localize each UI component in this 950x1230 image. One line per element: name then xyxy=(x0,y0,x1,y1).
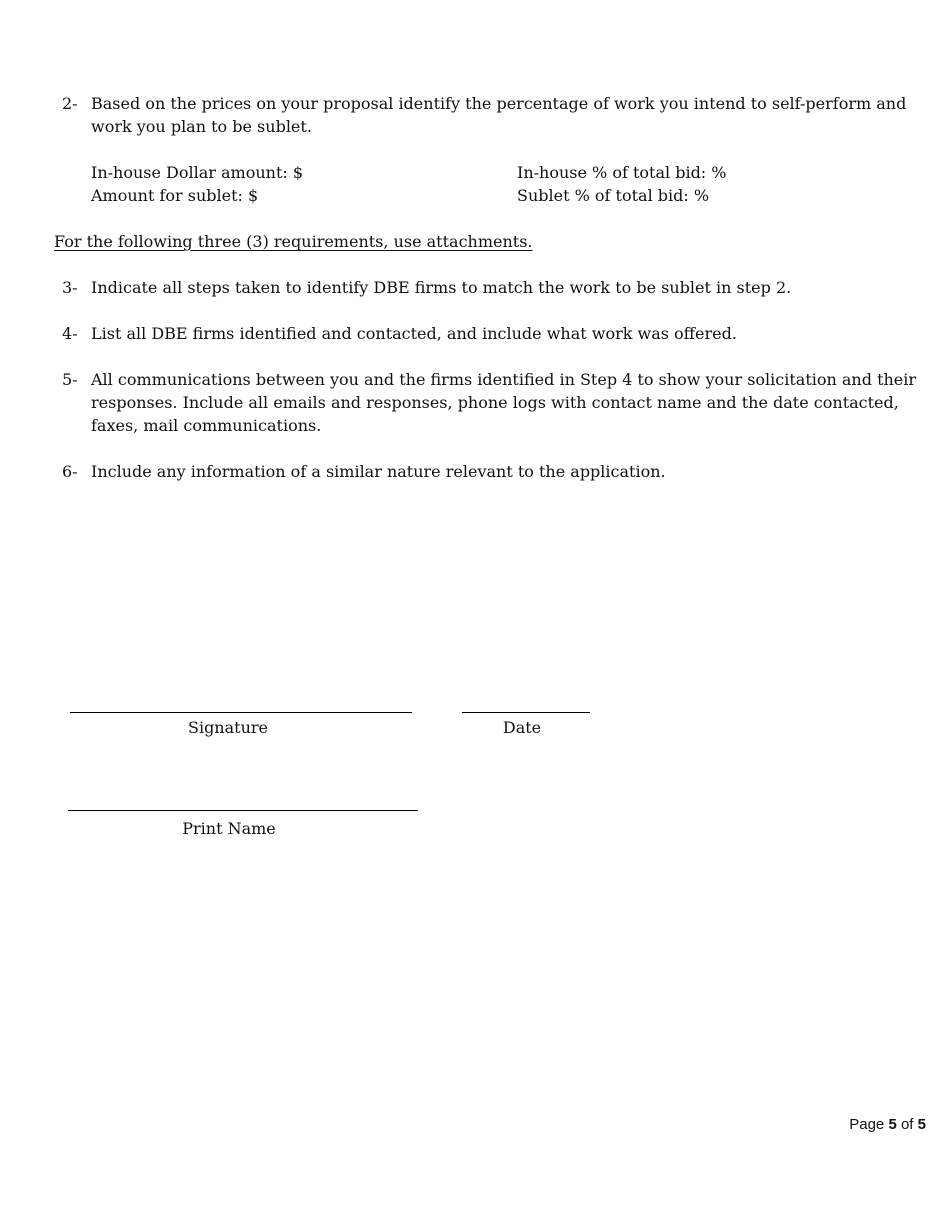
inhouse-dollar-field[interactable]: In-house Dollar amount: $ xyxy=(91,163,304,182)
sublet-amount-field[interactable]: Amount for sublet: $ xyxy=(91,186,259,205)
attachments-heading: For the following three (3) requirements, use attachments. xyxy=(54,232,533,251)
step-number: 2- xyxy=(62,94,78,113)
step-6 xyxy=(62,460,922,483)
step-2 xyxy=(62,92,922,138)
print-name-line[interactable] xyxy=(68,810,418,811)
inhouse-percent-field[interactable]: In-house % of total bid: % xyxy=(517,163,727,182)
date-label: Date xyxy=(502,718,542,737)
signature-line[interactable] xyxy=(70,712,412,713)
step-number: 3- xyxy=(62,278,78,297)
step-number: 6- xyxy=(62,462,78,481)
signature-label: Signature xyxy=(187,718,268,737)
step-text: All communications between you and the firms identified in Step 4 to show your solicitation and their responses. Include all emails and responses, phone logs with contact name and the date contacted, faxes, mail communications. xyxy=(91,370,917,435)
sublet-percent-field[interactable]: Sublet % of total bid: % xyxy=(517,186,710,205)
step-text: Include any information of a similar nature relevant to the application. xyxy=(91,462,666,481)
step-4 xyxy=(62,322,922,345)
step-3 xyxy=(62,276,922,299)
step-text: List all DBE firms identified and contacted, and include what work was offered. xyxy=(91,324,737,343)
current-page: 5 xyxy=(888,1116,897,1133)
date-line[interactable] xyxy=(462,712,590,713)
page-word: Page xyxy=(849,1116,885,1133)
total-pages: 5 xyxy=(917,1116,926,1133)
step-number: 4- xyxy=(62,324,78,343)
print-name-label: Print Name xyxy=(182,819,276,838)
step-5 xyxy=(62,368,922,437)
page-number xyxy=(849,1113,926,1136)
step-text: Indicate all steps taken to identify DBE firms to match the work to be sublet in step 2. xyxy=(91,278,792,297)
step-text: Based on the prices on your proposal identify the percentage of work you intend to self-perform and work you plan to be sublet. xyxy=(91,94,907,136)
of-word: of xyxy=(900,1116,914,1133)
step-number: 5- xyxy=(62,370,78,389)
